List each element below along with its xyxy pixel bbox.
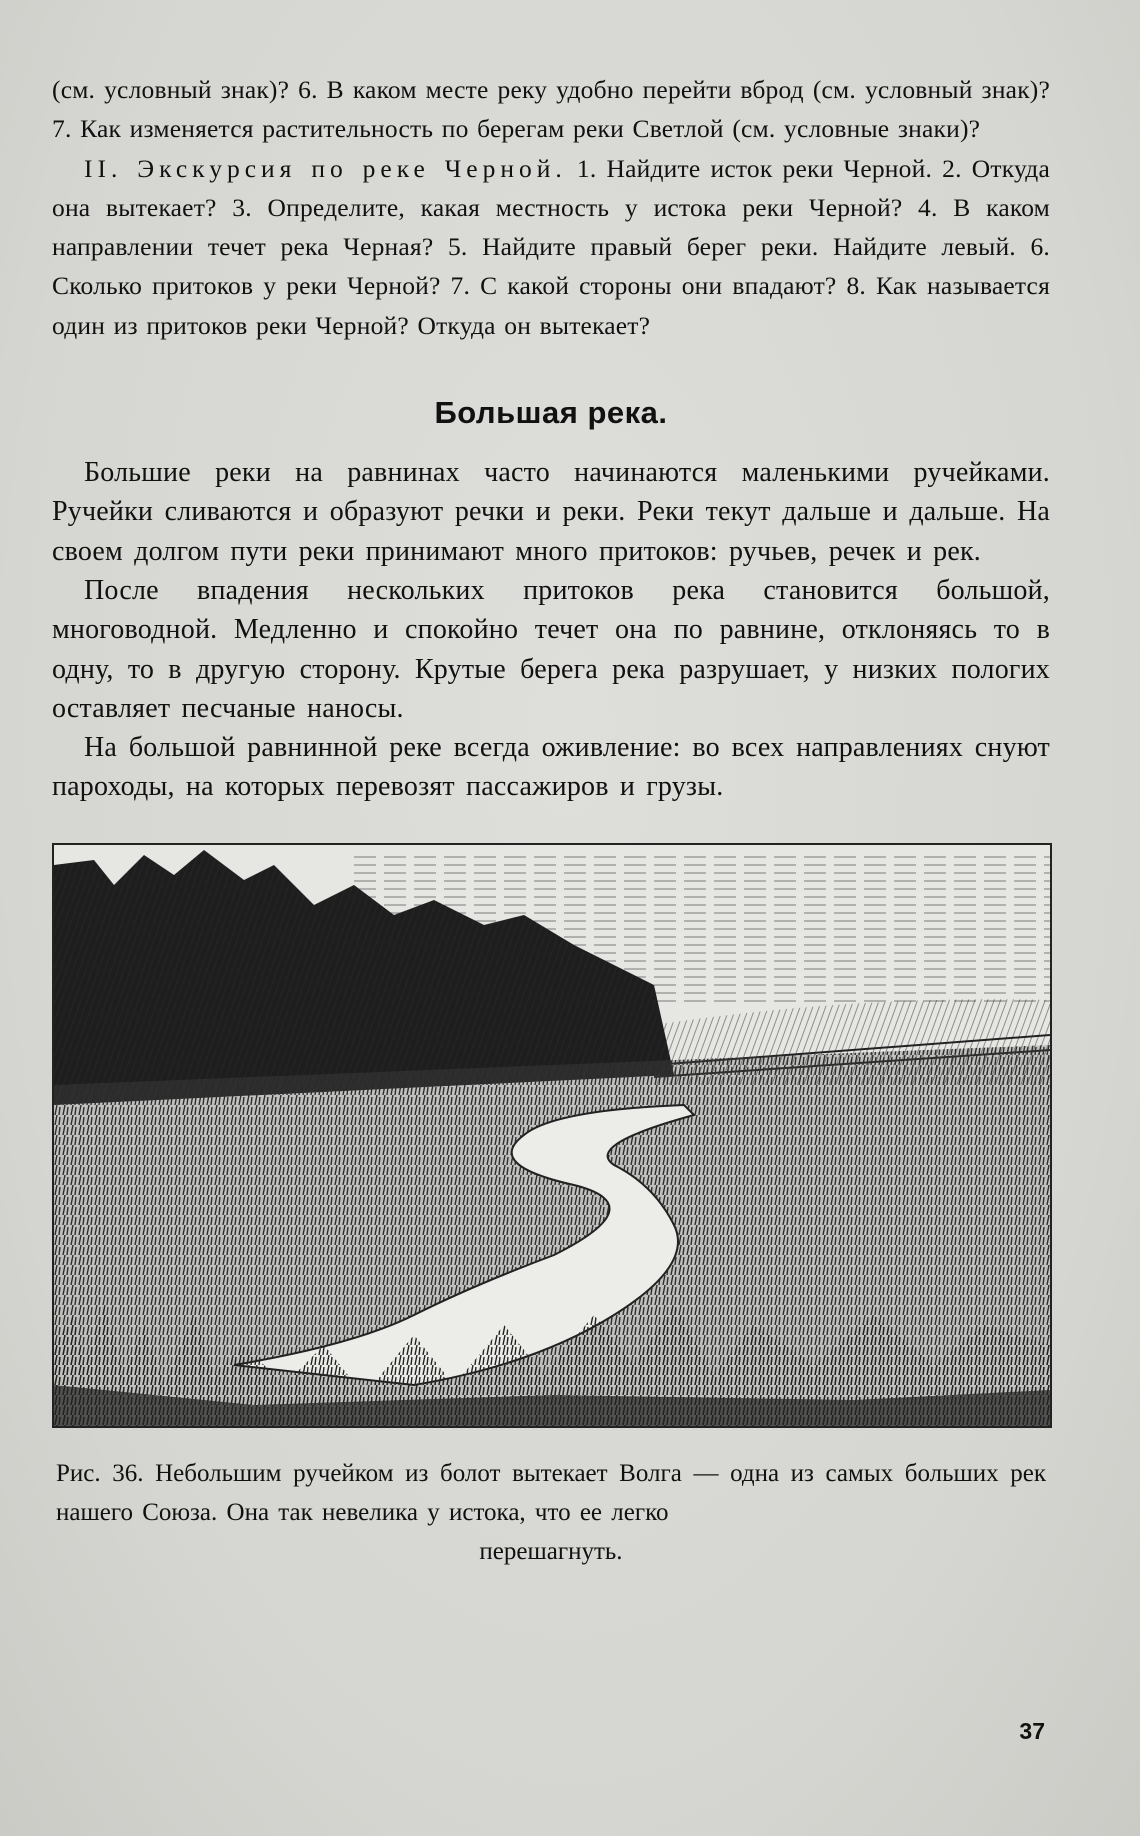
page-number: 37 xyxy=(1019,1718,1045,1744)
section-text: 1. Найдите исток реки Черной. 2. Откуда она вытекает? 3. Определите, какая местность у истока реки Черной? 4. В каком направлении течет река Черная? 5. Найдите правый берег реки. Найдите левый. 6. Сколько притоков у реки Черной? 7. С какой стороны они впадают? 8. Как называется один из притоков реки Черной? Откуда он вытекает? xyxy=(52,153,1050,340)
questions-carry-over: (см. условный знак)? 6. В каком месте реку удобно перейти вброд (см. условный знак)? 7. Как изменяется растительность по берегам реки Светлой (см. условные знаки)? xyxy=(52,75,1050,144)
article-paragraph-2: После впадения нескольких притоков река становится большой, многоводной. Медленно и спокойно течет она по равнине, отклоняясь то в одну, то в другую сторону. Крутые берега река разрушает, у низких пологих оставляет песчаные наносы. xyxy=(52,574,1050,724)
article-paragraph-1: Большие реки на равнинах часто начинаются маленькими ручейками. Ручейки сливаются и образуют речки и реки. Реки текут дальше и дальше. На своем долгом пути реки принимают много притоков: ручьев, речек и рек. xyxy=(52,457,1050,567)
river-illustration xyxy=(52,843,1052,1428)
article-paragraph-3: На большой равнинной реке всегда оживление: во всех направлениях снуют пароходы, на которых перевозят пассажиров и грузы. xyxy=(52,732,1050,803)
figure-caption: Рис. 36. Небольшим ручейком из болот вытекает Волга — одна из самых больших рек нашего Союза. Она так невелика у истока, что ее легко xyxy=(56,1459,1046,1526)
figure-caption-end: перешагнуть. xyxy=(479,1537,623,1565)
article-title: Большая река. xyxy=(434,395,668,431)
river-engraving xyxy=(54,845,1050,1426)
section-label: II. Экскурсия по реке Черной. xyxy=(84,153,567,183)
article-body xyxy=(52,453,1050,807)
questions-section-two xyxy=(52,149,1050,345)
